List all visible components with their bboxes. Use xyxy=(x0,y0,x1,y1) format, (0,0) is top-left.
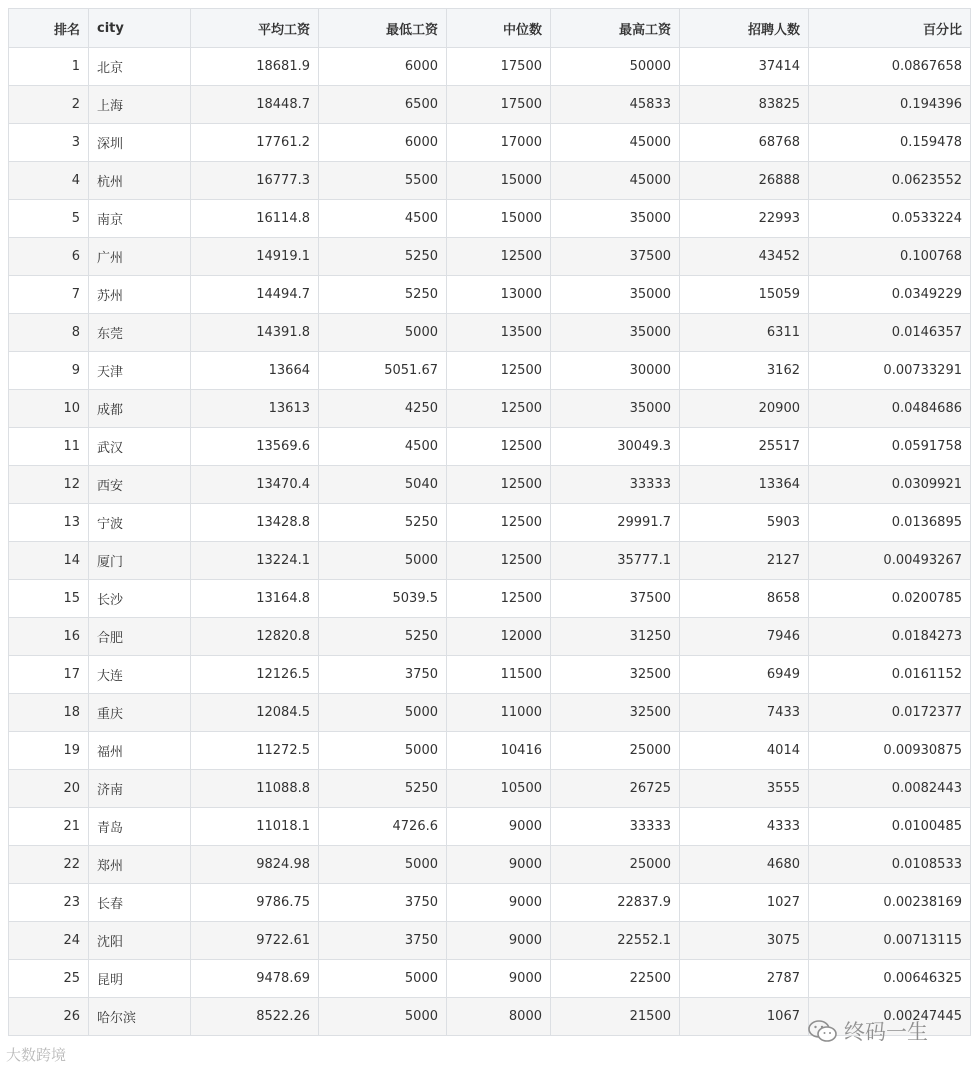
cell-rank: 13 xyxy=(9,504,89,542)
cell-max-salary: 31250 xyxy=(551,618,680,656)
cell-min-salary: 3750 xyxy=(319,884,447,922)
cell-percent: 0.0172377 xyxy=(809,694,971,732)
table-header-row xyxy=(9,9,971,48)
table-row xyxy=(9,656,971,694)
cell-hires: 3075 xyxy=(680,922,809,960)
cell-percent: 0.159478 xyxy=(809,124,971,162)
cell-min-salary: 4500 xyxy=(319,428,447,466)
cell-min-salary: 5000 xyxy=(319,542,447,580)
table-row xyxy=(9,238,971,276)
cell-avg-salary: 8522.26 xyxy=(191,998,319,1036)
cell-rank: 7 xyxy=(9,276,89,314)
cell-avg-salary: 12126.5 xyxy=(191,656,319,694)
cell-city: 长沙 xyxy=(89,580,191,618)
cell-min-salary: 6000 xyxy=(319,124,447,162)
cell-percent: 0.0484686 xyxy=(809,390,971,428)
cell-median: 10500 xyxy=(447,770,551,808)
cell-max-salary: 25000 xyxy=(551,732,680,770)
cell-percent: 0.0108533 xyxy=(809,846,971,884)
cell-rank: 5 xyxy=(9,200,89,238)
cell-min-salary: 5500 xyxy=(319,162,447,200)
cell-min-salary: 6500 xyxy=(319,86,447,124)
cell-min-salary: 5250 xyxy=(319,770,447,808)
cell-hires: 8658 xyxy=(680,580,809,618)
cell-rank: 23 xyxy=(9,884,89,922)
table-row xyxy=(9,314,971,352)
cell-city: 青岛 xyxy=(89,808,191,846)
cell-rank: 24 xyxy=(9,922,89,960)
cell-percent: 0.0623552 xyxy=(809,162,971,200)
cell-max-salary: 50000 xyxy=(551,48,680,86)
cell-hires: 7433 xyxy=(680,694,809,732)
table-row xyxy=(9,732,971,770)
cell-percent: 0.0591758 xyxy=(809,428,971,466)
cell-hires: 15059 xyxy=(680,276,809,314)
cell-percent: 0.100768 xyxy=(809,238,971,276)
cell-median: 17500 xyxy=(447,48,551,86)
table-row xyxy=(9,162,971,200)
cell-rank: 15 xyxy=(9,580,89,618)
cell-median: 12500 xyxy=(447,428,551,466)
cell-min-salary: 5000 xyxy=(319,846,447,884)
cell-median: 10416 xyxy=(447,732,551,770)
cell-city: 大连 xyxy=(89,656,191,694)
cell-max-salary: 35000 xyxy=(551,314,680,352)
cell-city: 长春 xyxy=(89,884,191,922)
cell-city: 福州 xyxy=(89,732,191,770)
table-row xyxy=(9,542,971,580)
cell-min-salary: 5039.5 xyxy=(319,580,447,618)
cell-median: 9000 xyxy=(447,884,551,922)
header-max-salary: 最高工资 xyxy=(551,9,680,48)
cell-rank: 19 xyxy=(9,732,89,770)
cell-min-salary: 4726.6 xyxy=(319,808,447,846)
cell-city: 南京 xyxy=(89,200,191,238)
cell-max-salary: 30049.3 xyxy=(551,428,680,466)
watermark-left-text: 大数跨境 xyxy=(6,1046,67,1064)
table-row xyxy=(9,770,971,808)
cell-city: 东莞 xyxy=(89,314,191,352)
cell-hires: 4014 xyxy=(680,732,809,770)
cell-percent: 0.00733291 xyxy=(809,352,971,390)
table-body xyxy=(9,48,971,1036)
cell-city: 杭州 xyxy=(89,162,191,200)
cell-avg-salary: 12820.8 xyxy=(191,618,319,656)
cell-rank: 10 xyxy=(9,390,89,428)
cell-city: 上海 xyxy=(89,86,191,124)
header-rank: 排名 xyxy=(9,9,89,48)
cell-max-salary: 32500 xyxy=(551,694,680,732)
cell-max-salary: 30000 xyxy=(551,352,680,390)
cell-avg-salary: 16777.3 xyxy=(191,162,319,200)
cell-percent: 0.0309921 xyxy=(809,466,971,504)
cell-max-salary: 33333 xyxy=(551,466,680,504)
cell-percent: 0.00646325 xyxy=(809,960,971,998)
cell-min-salary: 4500 xyxy=(319,200,447,238)
cell-max-salary: 45000 xyxy=(551,124,680,162)
cell-rank: 6 xyxy=(9,238,89,276)
cell-median: 12500 xyxy=(447,580,551,618)
cell-city: 北京 xyxy=(89,48,191,86)
cell-max-salary: 22552.1 xyxy=(551,922,680,960)
cell-max-salary: 33333 xyxy=(551,808,680,846)
cell-min-salary: 6000 xyxy=(319,48,447,86)
cell-avg-salary: 13664 xyxy=(191,352,319,390)
cell-median: 12500 xyxy=(447,238,551,276)
salary-table xyxy=(8,8,971,1036)
cell-hires: 3162 xyxy=(680,352,809,390)
cell-rank: 17 xyxy=(9,656,89,694)
cell-min-salary: 5051.67 xyxy=(319,352,447,390)
cell-max-salary: 21500 xyxy=(551,998,680,1036)
cell-min-salary: 3750 xyxy=(319,922,447,960)
cell-median: 9000 xyxy=(447,922,551,960)
cell-city: 武汉 xyxy=(89,428,191,466)
cell-avg-salary: 16114.8 xyxy=(191,200,319,238)
cell-max-salary: 25000 xyxy=(551,846,680,884)
cell-hires: 26888 xyxy=(680,162,809,200)
cell-percent: 0.194396 xyxy=(809,86,971,124)
cell-hires: 20900 xyxy=(680,390,809,428)
cell-median: 17000 xyxy=(447,124,551,162)
cell-percent: 0.00493267 xyxy=(809,542,971,580)
cell-median: 15000 xyxy=(447,162,551,200)
cell-percent: 0.0184273 xyxy=(809,618,971,656)
cell-avg-salary: 18448.7 xyxy=(191,86,319,124)
cell-avg-salary: 14919.1 xyxy=(191,238,319,276)
cell-hires: 37414 xyxy=(680,48,809,86)
cell-median: 17500 xyxy=(447,86,551,124)
cell-avg-salary: 11272.5 xyxy=(191,732,319,770)
table-row xyxy=(9,276,971,314)
cell-percent: 0.00238169 xyxy=(809,884,971,922)
cell-rank: 16 xyxy=(9,618,89,656)
cell-city: 成都 xyxy=(89,390,191,428)
table-row xyxy=(9,960,971,998)
cell-max-salary: 35000 xyxy=(551,200,680,238)
cell-max-salary: 37500 xyxy=(551,238,680,276)
cell-city: 昆明 xyxy=(89,960,191,998)
cell-hires: 13364 xyxy=(680,466,809,504)
cell-hires: 2787 xyxy=(680,960,809,998)
cell-hires: 2127 xyxy=(680,542,809,580)
cell-percent: 0.00713115 xyxy=(809,922,971,960)
cell-city: 西安 xyxy=(89,466,191,504)
cell-min-salary: 5250 xyxy=(319,276,447,314)
cell-avg-salary: 13224.1 xyxy=(191,542,319,580)
cell-median: 12500 xyxy=(447,466,551,504)
cell-rank: 9 xyxy=(9,352,89,390)
header-percent: 百分比 xyxy=(809,9,971,48)
cell-median: 12500 xyxy=(447,352,551,390)
cell-rank: 22 xyxy=(9,846,89,884)
cell-rank: 26 xyxy=(9,998,89,1036)
cell-median: 12500 xyxy=(447,504,551,542)
table-row xyxy=(9,200,971,238)
table-row xyxy=(9,352,971,390)
wechat-icon xyxy=(808,1020,838,1042)
cell-avg-salary: 11018.1 xyxy=(191,808,319,846)
cell-city: 深圳 xyxy=(89,124,191,162)
cell-city: 合肥 xyxy=(89,618,191,656)
header-min-salary: 最低工资 xyxy=(319,9,447,48)
cell-hires: 1027 xyxy=(680,884,809,922)
header-avg-salary: 平均工资 xyxy=(191,9,319,48)
table-row xyxy=(9,428,971,466)
cell-percent: 0.0200785 xyxy=(809,580,971,618)
cell-percent: 0.0533224 xyxy=(809,200,971,238)
cell-rank: 8 xyxy=(9,314,89,352)
cell-median: 13000 xyxy=(447,276,551,314)
table-row xyxy=(9,846,971,884)
cell-min-salary: 3750 xyxy=(319,656,447,694)
table-row xyxy=(9,504,971,542)
cell-hires: 4680 xyxy=(680,846,809,884)
cell-avg-salary: 17761.2 xyxy=(191,124,319,162)
cell-min-salary: 5000 xyxy=(319,960,447,998)
header-median: 中位数 xyxy=(447,9,551,48)
header-city: city xyxy=(89,9,191,48)
cell-percent: 0.00247445 xyxy=(809,998,971,1036)
cell-city: 天津 xyxy=(89,352,191,390)
cell-rank: 4 xyxy=(9,162,89,200)
cell-rank: 18 xyxy=(9,694,89,732)
cell-rank: 14 xyxy=(9,542,89,580)
cell-rank: 12 xyxy=(9,466,89,504)
cell-hires: 68768 xyxy=(680,124,809,162)
cell-max-salary: 26725 xyxy=(551,770,680,808)
cell-max-salary: 29991.7 xyxy=(551,504,680,542)
cell-avg-salary: 9824.98 xyxy=(191,846,319,884)
cell-hires: 4333 xyxy=(680,808,809,846)
cell-city: 沈阳 xyxy=(89,922,191,960)
cell-min-salary: 5250 xyxy=(319,618,447,656)
table-row xyxy=(9,48,971,86)
cell-rank: 1 xyxy=(9,48,89,86)
watermark-right-text: 终码一生 xyxy=(844,1020,928,1044)
table-row xyxy=(9,694,971,732)
table-row xyxy=(9,124,971,162)
cell-hires: 43452 xyxy=(680,238,809,276)
cell-median: 13500 xyxy=(447,314,551,352)
cell-hires: 6949 xyxy=(680,656,809,694)
table-row xyxy=(9,922,971,960)
cell-rank: 20 xyxy=(9,770,89,808)
cell-max-salary: 35000 xyxy=(551,390,680,428)
cell-percent: 0.0349229 xyxy=(809,276,971,314)
cell-city: 重庆 xyxy=(89,694,191,732)
cell-avg-salary: 13428.8 xyxy=(191,504,319,542)
cell-median: 8000 xyxy=(447,998,551,1036)
cell-max-salary: 22837.9 xyxy=(551,884,680,922)
table-container xyxy=(8,8,970,1036)
cell-city: 宁波 xyxy=(89,504,191,542)
cell-hires: 1067 xyxy=(680,998,809,1036)
cell-percent: 0.0146357 xyxy=(809,314,971,352)
cell-hires: 83825 xyxy=(680,86,809,124)
cell-percent: 0.00930875 xyxy=(809,732,971,770)
cell-min-salary: 5000 xyxy=(319,694,447,732)
table-row xyxy=(9,86,971,124)
cell-min-salary: 5250 xyxy=(319,504,447,542)
cell-rank: 2 xyxy=(9,86,89,124)
cell-percent: 0.0867658 xyxy=(809,48,971,86)
cell-median: 15000 xyxy=(447,200,551,238)
cell-rank: 3 xyxy=(9,124,89,162)
cell-avg-salary: 9478.69 xyxy=(191,960,319,998)
cell-median: 9000 xyxy=(447,808,551,846)
cell-avg-salary: 9786.75 xyxy=(191,884,319,922)
cell-max-salary: 45000 xyxy=(551,162,680,200)
header-hires: 招聘人数 xyxy=(680,9,809,48)
cell-median: 9000 xyxy=(447,960,551,998)
table-row xyxy=(9,466,971,504)
cell-min-salary: 5000 xyxy=(319,998,447,1036)
cell-max-salary: 35777.1 xyxy=(551,542,680,580)
watermark-right xyxy=(808,1016,928,1046)
cell-hires: 22993 xyxy=(680,200,809,238)
cell-city: 苏州 xyxy=(89,276,191,314)
cell-rank: 11 xyxy=(9,428,89,466)
cell-percent: 0.0161152 xyxy=(809,656,971,694)
cell-city: 厦门 xyxy=(89,542,191,580)
cell-hires: 25517 xyxy=(680,428,809,466)
cell-city: 郑州 xyxy=(89,846,191,884)
cell-avg-salary: 14391.8 xyxy=(191,314,319,352)
cell-avg-salary: 12084.5 xyxy=(191,694,319,732)
cell-median: 11500 xyxy=(447,656,551,694)
cell-median: 9000 xyxy=(447,846,551,884)
cell-median: 12000 xyxy=(447,618,551,656)
cell-hires: 6311 xyxy=(680,314,809,352)
cell-hires: 7946 xyxy=(680,618,809,656)
cell-avg-salary: 9722.61 xyxy=(191,922,319,960)
table-row xyxy=(9,390,971,428)
cell-avg-salary: 13470.4 xyxy=(191,466,319,504)
cell-rank: 21 xyxy=(9,808,89,846)
table-row xyxy=(9,884,971,922)
cell-max-salary: 37500 xyxy=(551,580,680,618)
cell-avg-salary: 13569.6 xyxy=(191,428,319,466)
cell-min-salary: 5000 xyxy=(319,314,447,352)
cell-max-salary: 22500 xyxy=(551,960,680,998)
cell-hires: 3555 xyxy=(680,770,809,808)
table-row xyxy=(9,808,971,846)
cell-percent: 0.0136895 xyxy=(809,504,971,542)
table-row xyxy=(9,580,971,618)
cell-avg-salary: 14494.7 xyxy=(191,276,319,314)
cell-rank: 25 xyxy=(9,960,89,998)
cell-max-salary: 35000 xyxy=(551,276,680,314)
cell-percent: 0.0082443 xyxy=(809,770,971,808)
cell-avg-salary: 11088.8 xyxy=(191,770,319,808)
cell-min-salary: 5040 xyxy=(319,466,447,504)
table-row xyxy=(9,618,971,656)
cell-max-salary: 32500 xyxy=(551,656,680,694)
cell-median: 12500 xyxy=(447,390,551,428)
cell-median: 12500 xyxy=(447,542,551,580)
cell-city: 广州 xyxy=(89,238,191,276)
cell-max-salary: 45833 xyxy=(551,86,680,124)
cell-median: 11000 xyxy=(447,694,551,732)
watermark-left xyxy=(6,1044,66,1065)
cell-avg-salary: 18681.9 xyxy=(191,48,319,86)
cell-city: 济南 xyxy=(89,770,191,808)
cell-min-salary: 4250 xyxy=(319,390,447,428)
cell-avg-salary: 13613 xyxy=(191,390,319,428)
cell-min-salary: 5000 xyxy=(319,732,447,770)
cell-percent: 0.0100485 xyxy=(809,808,971,846)
cell-avg-salary: 13164.8 xyxy=(191,580,319,618)
cell-hires: 5903 xyxy=(680,504,809,542)
cell-city: 哈尔滨 xyxy=(89,998,191,1036)
cell-min-salary: 5250 xyxy=(319,238,447,276)
